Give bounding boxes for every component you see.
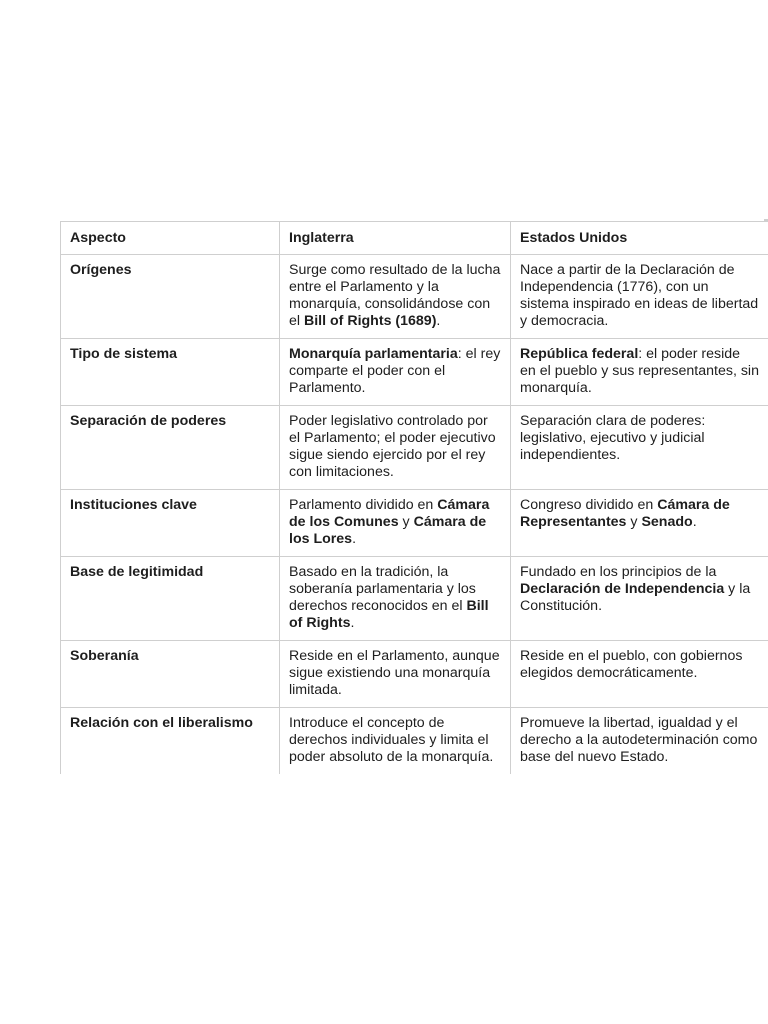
cell-text: Reside en el pueblo, con gobiernos elegidos democráticamente. [520, 648, 743, 681]
comparison-table [60, 221, 768, 774]
cell-estados-unidos [511, 708, 768, 775]
bold-term: Bill of Rights [289, 598, 489, 631]
cell-inglaterra [280, 406, 511, 490]
cell-text: Surge como resultado de la lucha entre el Parlamento y la monarquía, consolidándose con el [289, 262, 501, 329]
cell-text: y la Constitución. [520, 581, 751, 614]
cell-text: Reside en el Parlamento, aunque sigue existiendo una monarquía limitada. [289, 648, 500, 698]
cell-text: : el poder reside en el pueblo y sus representantes, sin monarquía. [520, 346, 759, 396]
cell-estados-unidos [511, 641, 768, 708]
header-inglaterra: Inglaterra [280, 222, 511, 255]
cell-text: Congreso dividido en [520, 497, 658, 513]
cell-text: Introduce el concepto de derechos individuales y limita el poder absoluto de la monarquía. [289, 715, 494, 765]
cell-text: Poder legislativo controlado por el Parlamento; el poder ejecutivo sigue siendo ejercido por el rey con limitaciones. [289, 413, 496, 480]
cell-text: . [352, 531, 357, 547]
header-estados-unidos: Estados Unidos [511, 222, 768, 255]
table-header-row [61, 222, 768, 255]
cell-estados-unidos [511, 490, 768, 557]
cell-estados-unidos [511, 255, 768, 339]
cell-text: Separación clara de poderes: legislativo, ejecutivo y judicial independientes. [520, 413, 706, 463]
table-row [61, 490, 768, 557]
cell-estados-unidos [511, 406, 768, 490]
table-row [61, 339, 768, 406]
cell-estados-unidos [511, 557, 768, 641]
cell-text: . [350, 615, 355, 631]
bold-term: Cámara de Representantes [520, 497, 730, 530]
table-row [61, 406, 768, 490]
table-row [61, 557, 768, 641]
bold-term: Bill of Rights (1689) [303, 313, 437, 329]
cell-aspecto: Relación con el liberalismo [61, 708, 280, 775]
cell-aspecto: Base de legitimidad [61, 557, 280, 641]
table-row [61, 641, 768, 708]
cell-inglaterra [280, 339, 511, 406]
table-row [61, 708, 768, 775]
cell-text: Parlamento dividido en [289, 497, 438, 513]
bold-term: Cámara de los Lores [289, 514, 487, 547]
cell-inglaterra [280, 557, 511, 641]
cell-aspecto: Instituciones clave [61, 490, 280, 557]
bold-term: Cámara de los Comunes [289, 497, 490, 530]
cell-text: y [626, 514, 642, 530]
cell-text: Nace a partir de la Declaración de Independencia (1776), con un sistema inspirado en ideas de libertad y democracia. [520, 262, 759, 329]
cell-inglaterra [280, 641, 511, 708]
cell-text: Promueve la libertad, igualdad y el derecho a la autodeterminación como base del nuevo Estado. [520, 715, 758, 765]
cell-inglaterra [280, 490, 511, 557]
table-row [61, 255, 768, 339]
bold-term: República federal [520, 346, 639, 362]
bold-term: Senado [641, 514, 693, 530]
cell-text: : el rey comparte el poder con el Parlamento. [289, 346, 501, 396]
cell-aspecto: Separación de poderes [61, 406, 280, 490]
cell-aspecto: Orígenes [61, 255, 280, 339]
cell-inglaterra [280, 255, 511, 339]
cell-text: Basado en la tradición, la soberanía parlamentaria y los derechos reconocidos en el [289, 564, 476, 614]
cell-text: . [692, 514, 697, 530]
cell-inglaterra [280, 708, 511, 775]
cell-text: . [436, 313, 441, 329]
header-aspecto: Aspecto [61, 222, 280, 255]
cell-aspecto: Tipo de sistema [61, 339, 280, 406]
cell-text: y [398, 514, 414, 530]
cell-estados-unidos [511, 339, 768, 406]
cell-text: Fundado en los principios de la [520, 564, 717, 580]
bold-term: Declaración de Independencia [520, 581, 725, 597]
cell-aspecto: Soberanía [61, 641, 280, 708]
bold-term: Monarquía parlamentaria [289, 346, 458, 362]
comparison-table-container [60, 221, 768, 774]
